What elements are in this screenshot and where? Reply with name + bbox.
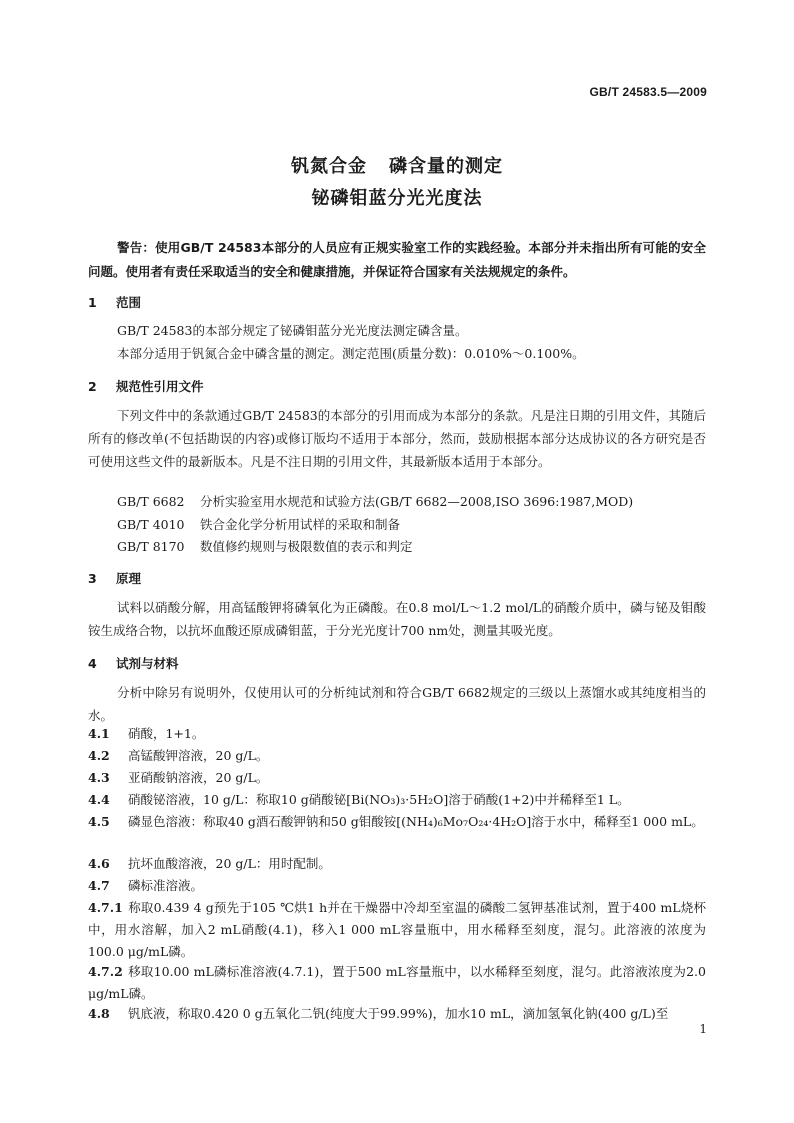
list-item	[88, 961, 706, 1005]
list-item	[88, 767, 706, 789]
item-number: 4.3	[88, 770, 110, 785]
title-part2: 磷含量的测定	[389, 156, 503, 177]
item-number: 4.6	[88, 856, 110, 871]
item-text: 称取0.439 4 g预先于105 ℃烘1 h并在干燥器中冷却至室温的磷酸二氢钾基准试剂，置于400 mL烧杯中，用水溶解，加入2 mL硝酸(4.1)，移入1 000 mL容量瓶中，用水稀释至刻度，混匀。此溶液的浓度为100.0 μg/mL磷。	[88, 900, 706, 959]
item-text: 移取10.00 mL磷标准溶液(4.7.1)，置于500 mL容量瓶中，以水稀释至刻度，混匀。此溶液浓度为2.0 μg/mL磷。	[88, 964, 706, 1001]
section-number: 4	[88, 656, 97, 671]
reference-title: 数值修约规则与极限数值的表示和判定	[200, 539, 413, 554]
item-number: 4.1	[88, 726, 110, 741]
item-text: 亚硝酸钠溶液，20 g/L。	[127, 770, 269, 785]
list-item	[88, 723, 706, 745]
section-heading-1	[88, 293, 141, 311]
reference-item	[117, 537, 413, 555]
reference-code: GB/T 8170	[117, 539, 185, 554]
item-text: 磷显色溶液：称取40 g酒石酸钾钠和50 g钼酸铵[(NH₄)₆Mo₇O₂₄·4H₂O]溶于水中，稀释至1 000 mL。	[127, 814, 704, 829]
section4-para1: 分析中除另有说明外，仅使用认可的分析纯试剂和符合GB/T 6682规定的三级以上蒸馏水或其纯度相当的水。	[88, 685, 706, 723]
item-text: 钒底液，称取0.420 0 g五氧化二钒(纯度大于99.99%)，加水10 mL，滴加氢氧化钠(400 g/L)至	[127, 1006, 669, 1021]
list-item	[88, 897, 706, 963]
section-heading-2	[88, 377, 204, 395]
page-number: 1	[699, 1022, 707, 1036]
item-text: 硝酸，1+1。	[127, 726, 205, 741]
item-number: 4.5	[88, 814, 110, 829]
item-text: 抗坏血酸溶液，20 g/L：用时配制。	[127, 856, 331, 871]
section-number: 3	[88, 571, 97, 586]
item-number: 4.7.2	[88, 964, 123, 979]
reference-code: GB/T 6682	[117, 494, 185, 509]
item-number: 4.4	[88, 792, 110, 807]
list-item	[88, 1003, 706, 1025]
reference-item	[117, 515, 400, 533]
section1-para2: 本部分适用于钒氮合金中磷含量的测定。测定范围(质量分数)：0.010%～0.100%。	[117, 346, 585, 361]
list-item	[88, 875, 706, 897]
item-number: 4.8	[88, 1006, 110, 1021]
item-text: 磷标准溶液。	[127, 878, 203, 893]
list-item	[88, 789, 706, 811]
reference-code: GB/T 4010	[117, 517, 185, 532]
section-title: 原理	[116, 571, 142, 586]
section2-para1: 下列文件中的条款通过GB/T 24583的本部分的引用而成为本部分的条款。凡是注日期的引用文件，其随后所有的修改单(不包括勘误的内容)或修订版均不适用于本部分，然而，鼓励根据本部分达成协议的各方研究是否可使用这些文件的最新版本。凡是不注日期的引用文件，其最新版本适用于本部分。	[88, 408, 706, 469]
item-number: 4.2	[88, 748, 110, 763]
section-title: 规范性引用文件	[116, 379, 204, 394]
item-number: 4.7	[88, 878, 110, 893]
title-part1: 钒氮合金	[291, 156, 367, 177]
list-item	[88, 745, 706, 767]
document-title-line2: 铋磷钼蓝分光光度法	[311, 188, 483, 209]
item-number: 4.7.1	[88, 900, 123, 915]
reference-title: 铁合金化学分析用试样的采取和制备	[200, 517, 401, 532]
item-text: 硝酸铋溶液，10 g/L：称取10 g硝酸铋[Bi(NO₃)₃·5H₂O]溶于硝酸(1+2)中并稀释至1 L。	[127, 792, 630, 807]
section-number: 2	[88, 379, 97, 394]
list-item	[88, 811, 706, 833]
section1-para1: GB/T 24583的本部分规定了铋磷钼蓝分光光度法测定磷含量。	[117, 323, 468, 338]
item-text: 高锰酸钾溶液，20 g/L。	[127, 748, 269, 763]
warning-paragraph: 警告：使用GB/T 24583本部分的人员应有正规实验室工作的实践经验。本部分并未指出所有可能的安全问题。使用者有责任采取适当的安全和健康措施，并保证符合国家有关法规规定的条件。	[88, 240, 706, 279]
document-title-line1	[0, 152, 794, 178]
section3-para1: 试料以硝酸分解，用高锰酸钾将磷氧化为正磷酸。在0.8 mol/L～1.2 mol/L的硝酸介质中，磷与铋及钼酸铵生成络合物，以抗坏血酸还原成磷钼蓝，于分光光度计700 nm处，测量其吸光度。	[88, 600, 706, 638]
section-heading-4	[88, 654, 179, 672]
section-number: 1	[88, 295, 97, 310]
standard-number: GB/T 24583.5—2009	[589, 85, 707, 99]
section-title: 试剂与材料	[116, 656, 179, 671]
section-heading-3	[88, 569, 141, 587]
section-title: 范围	[116, 295, 142, 310]
list-item	[88, 853, 706, 875]
reference-title: 分析实验室用水规范和试验方法(GB/T 6682—2008,ISO 3696:1987,MOD)	[200, 494, 634, 509]
reference-item	[117, 492, 633, 510]
